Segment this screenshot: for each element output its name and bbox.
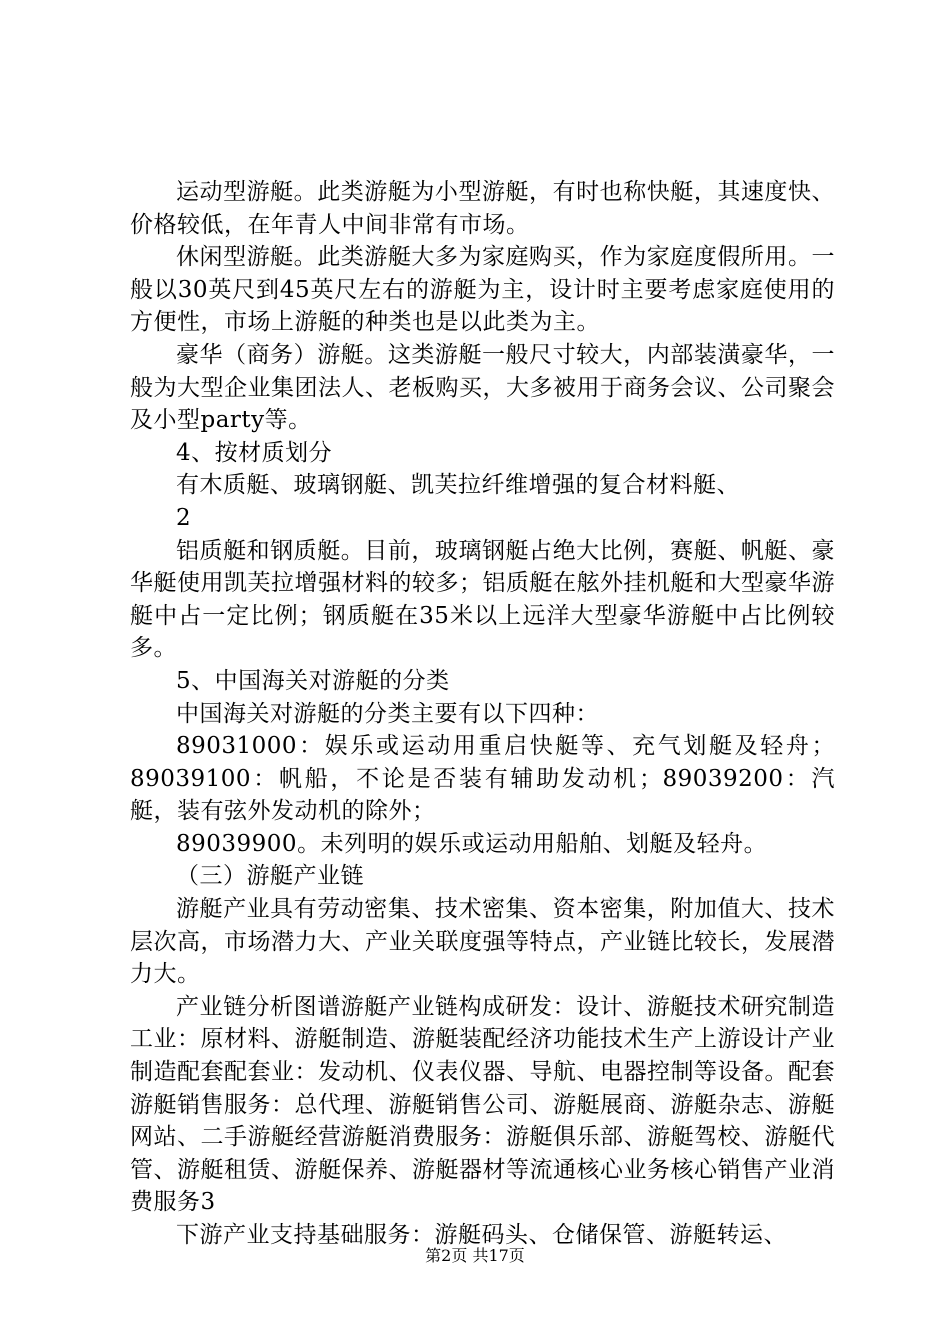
heading-material: 4、按材质划分 xyxy=(176,439,333,466)
paragraph-customs-codes: 89031000：娱乐或运动用重启快艇等、充气划艇及轻舟；89039100：帆船，不论是否装有辅助发动机；89039200：汽艇，装有弦外发动机的除外； xyxy=(130,733,835,825)
paragraph-leisure-yacht: 休闲型游艇。此类游艇大多为家庭购买，作为家庭度假所用。一般以30英尺到45英尺左右的游艇为主，设计时主要考虑家庭使用的方便性，市场上游艇的种类也是以此类为主。 xyxy=(130,244,835,336)
paragraph-industry-map: 产业链分析图谱游艇产业链构成研发：设计、游艇技术研究制造工业：原材料、游艇制造、游艇装配经济功能技术生产上游设计产业制造配套配套业：发动机、仪表仪器、导航、电器控制等设备。配套游艇销售服务：总代理、游艇销售公司、游艇展商、游艇杂志、游艇网站、二手游艇经营游艇消费服务：游艇俱乐部、游艇驾校、游艇代管、游艇租赁、游艇保养、游艇器材等流通核心业务核心销售产业消费服务3 xyxy=(130,993,835,1216)
paragraph-material-detail: 铝质艇和钢质艇。目前，玻璃钢艇占绝大比例，赛艇、帆艇、豪华艇使用凯芙拉增强材料的较多；铝质艇在舷外挂机艇和大型豪华游艇中占一定比例；钢质艇在35米以上远洋大型豪华游艇中占比例较多。 xyxy=(130,537,835,662)
paragraph-downstream: 下游产业支持基础服务：游艇码头、仓储保管、游艇转运、 xyxy=(176,1222,787,1248)
paragraph-industry-features: 游艇产业具有劳动密集、技术密集、资本密集，附加值大、技术层次高，市场潜力大、产业关联度强等特点，产业链比较长，发展潜力大。 xyxy=(130,896,835,988)
page-footer: 第2页 共17页 xyxy=(425,1246,525,1265)
page-marker: 2 xyxy=(176,504,192,531)
paragraph-luxury-yacht: 豪华（商务）游艇。这类游艇一般尺寸较大，内部装潢豪华，一般为大型企业集团法人、老板购买，大多被用于商务会议、公司聚会及小型party等。 xyxy=(130,341,835,434)
body-text xyxy=(130,176,835,1252)
paragraph-customs-last: 89039900。未列明的娱乐或运动用船舶、划艇及轻舟。 xyxy=(176,830,768,857)
paragraph-sport-yacht: 运动型游艇。此类游艇为小型游艇，有时也称快艇，其速度快、价格较低，在年青人中间非常有市场。 xyxy=(130,179,835,238)
paragraph-material-list: 有木质艇、玻璃钢艇、凯芙拉纤维增强的复合材料艇、 xyxy=(176,472,740,499)
heading-customs: 5、中国海关对游艇的分类 xyxy=(176,667,450,694)
paragraph-customs-intro: 中国海关对游艇的分类主要有以下四种： xyxy=(176,700,599,727)
heading-industry-chain: （三）游艇产业链 xyxy=(176,863,364,890)
